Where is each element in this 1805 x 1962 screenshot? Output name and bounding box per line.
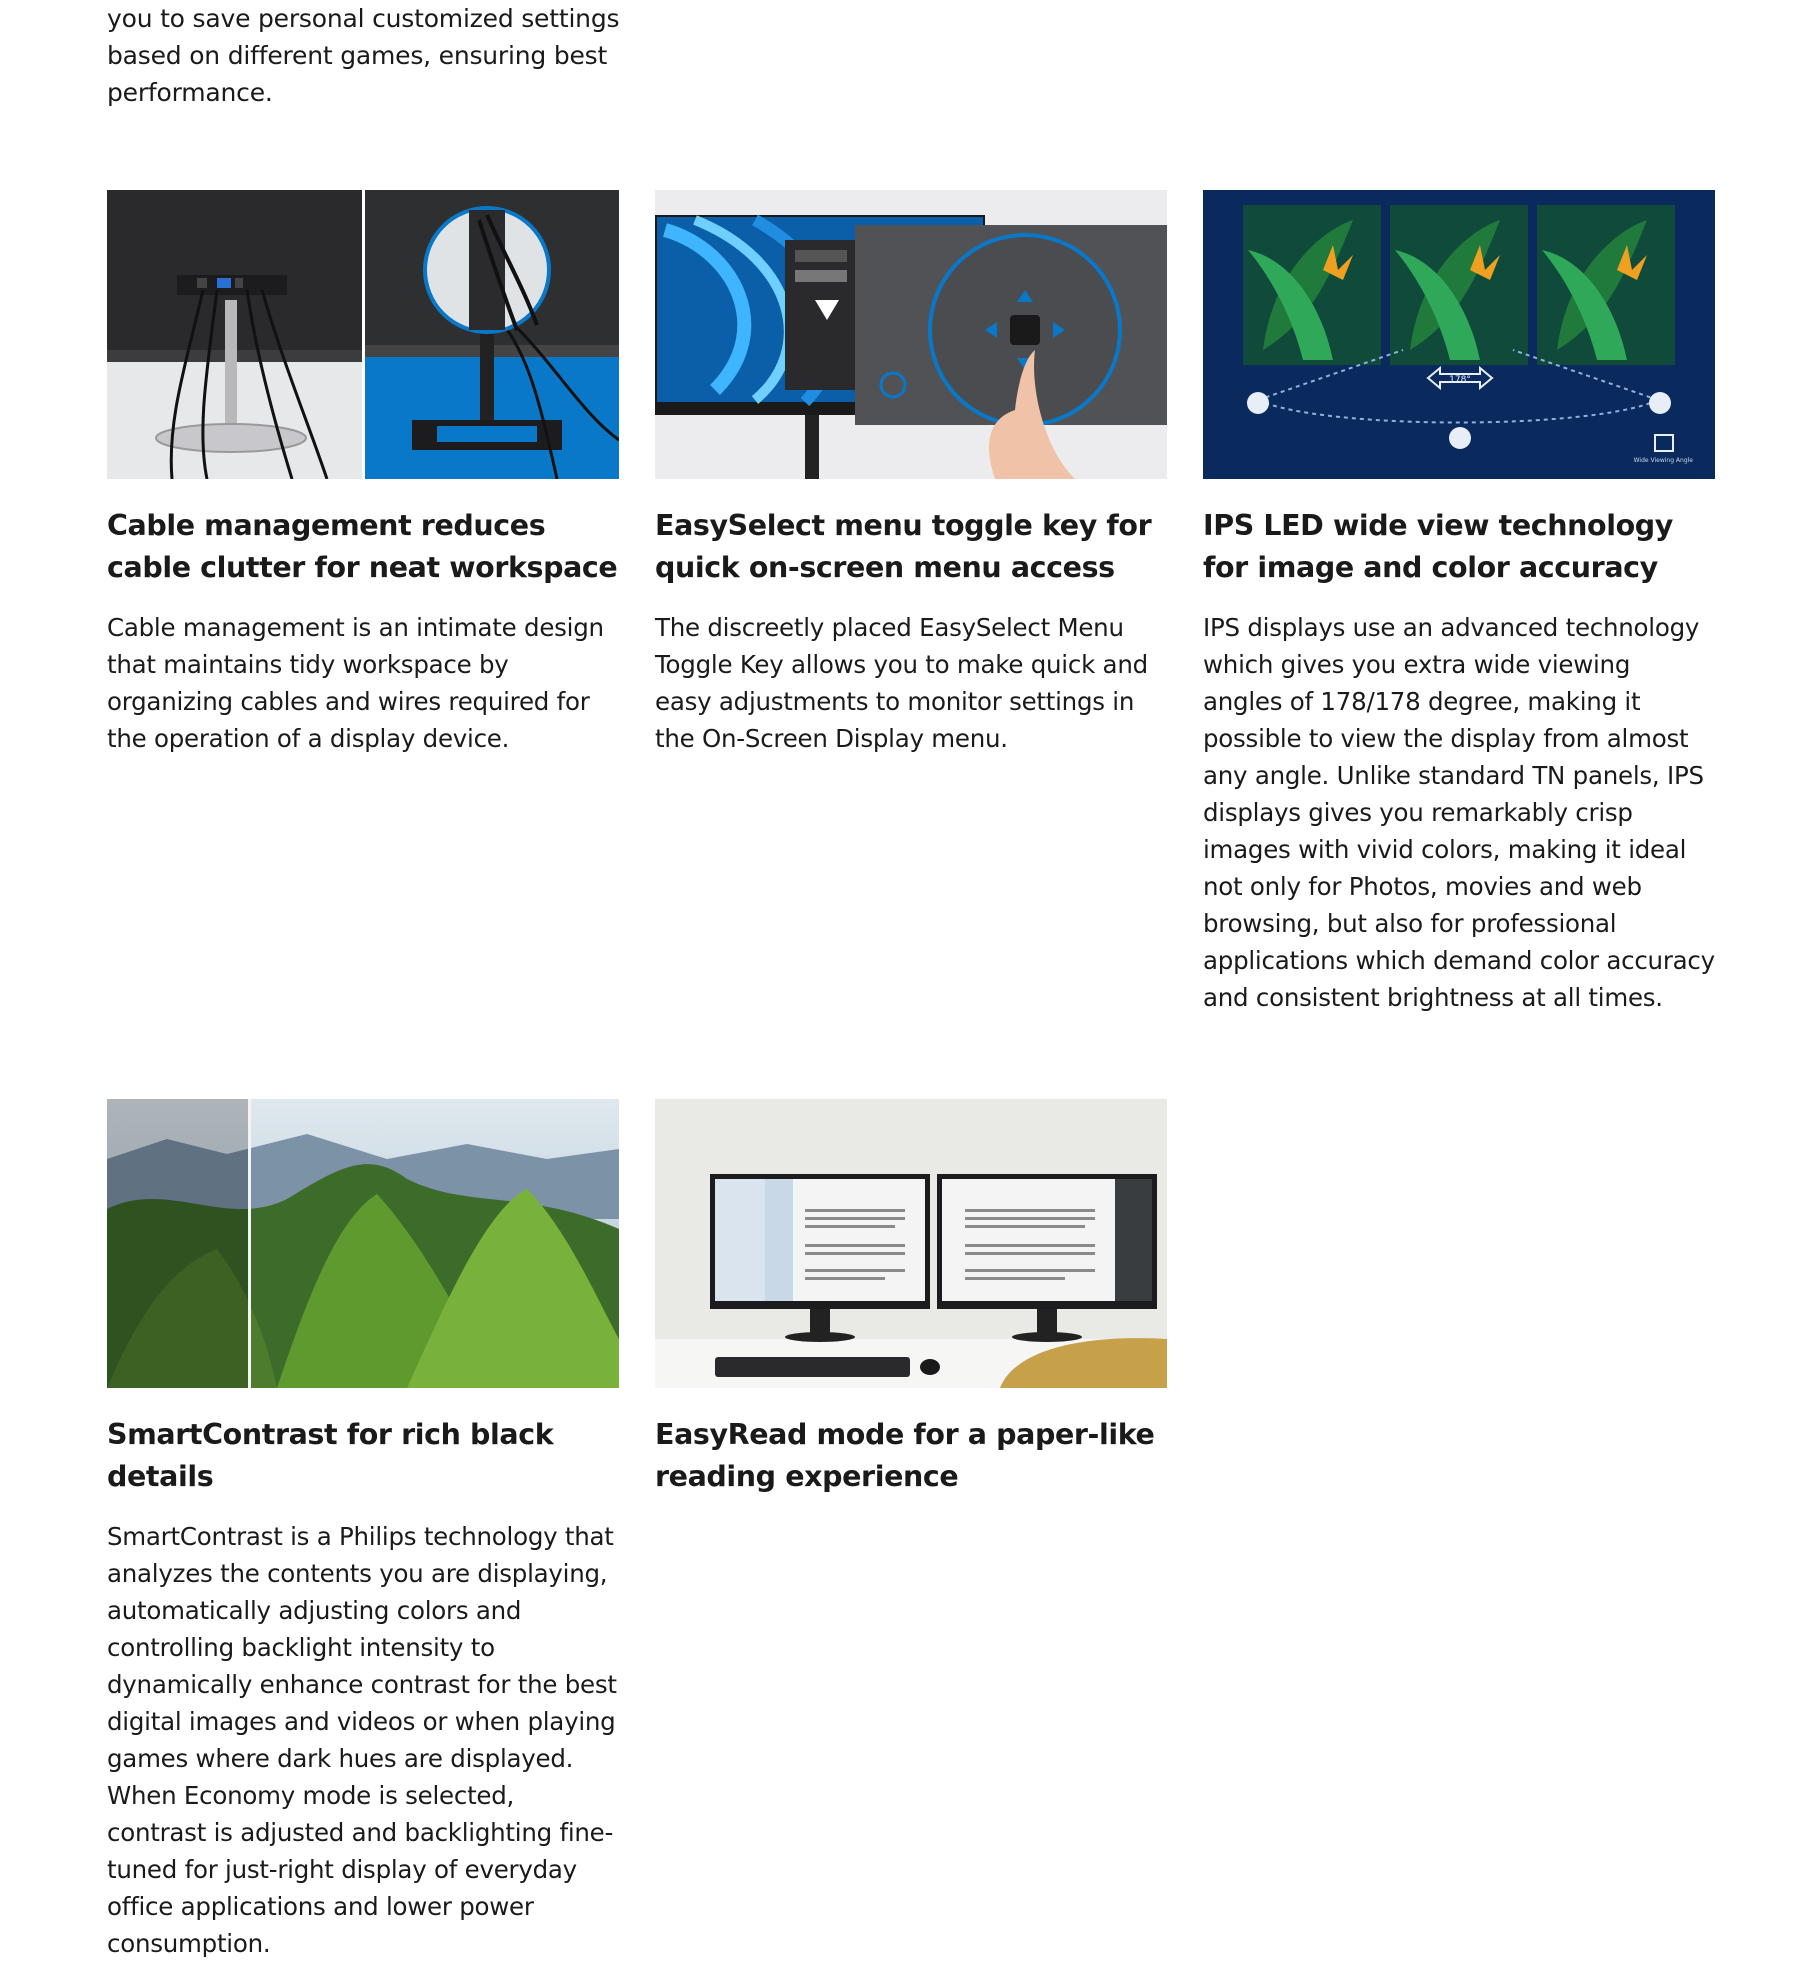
angle-label: 178° xyxy=(1449,375,1471,385)
ips-wide-view-image xyxy=(1203,190,1715,479)
feature-card-easyselect xyxy=(655,190,1167,757)
feature-title: Cable management reduces cable clutter for neat workspace xyxy=(107,509,618,584)
cable-management-image xyxy=(107,190,619,479)
intro-text: you to save personal customized settings based on different games, ensuring best performance. xyxy=(107,4,620,107)
easyselect-image xyxy=(655,190,1167,479)
feature-body: The discreetly placed EasySelect Menu Toggle Key allows you to make quick and easy adjustments to monitor settings in the On-Screen Display menu. xyxy=(655,613,1148,753)
feature-card-easyread xyxy=(655,1099,1167,1498)
feature-title: EasyRead mode for a paper-like reading experience xyxy=(655,1418,1155,1493)
smartcontrast-image xyxy=(107,1099,619,1388)
easyread-image xyxy=(655,1099,1167,1388)
feature-body: Cable management is an intimate design that maintains tidy workspace by organizing cables and wires required for the operation of a display device. xyxy=(107,613,604,753)
feature-title: SmartContrast for rich black details xyxy=(107,1418,554,1493)
feature-body: SmartContrast is a Philips technology that analyzes the contents you are displaying, automatically adjusting colors and controlling backlight intensity to dynamically enhance contrast for the best digital images and videos or when playing games where dark hues are displayed. When Economy mode is selected, contrast is adjusted and backlighting fine-tuned for just-right display of everyday office applications and lower power consumption. xyxy=(107,1522,617,1958)
feature-card-smartcontrast xyxy=(107,1099,619,1962)
feature-body: IPS displays use an advanced technology which gives you extra wide viewing angles of 178/178 degree, making it possible to view the display from almost any angle. Unlike standard TN panels, IPS displays gives you remarkably crisp images with vivid colors, making it ideal not only for Photos, movies and web browsing, but also for professional applications which demand color accuracy and consistent brightness at all times. xyxy=(1203,613,1715,1012)
feature-title: EasySelect menu toggle key for quick on-screen menu access xyxy=(655,509,1152,584)
wide-viewing-caption: Wide Viewing Angle xyxy=(1633,457,1693,464)
feature-card-ips xyxy=(1203,190,1715,1016)
feature-card-cable-management xyxy=(107,190,619,757)
feature-title: IPS LED wide view technology for image and color accuracy xyxy=(1203,509,1673,584)
